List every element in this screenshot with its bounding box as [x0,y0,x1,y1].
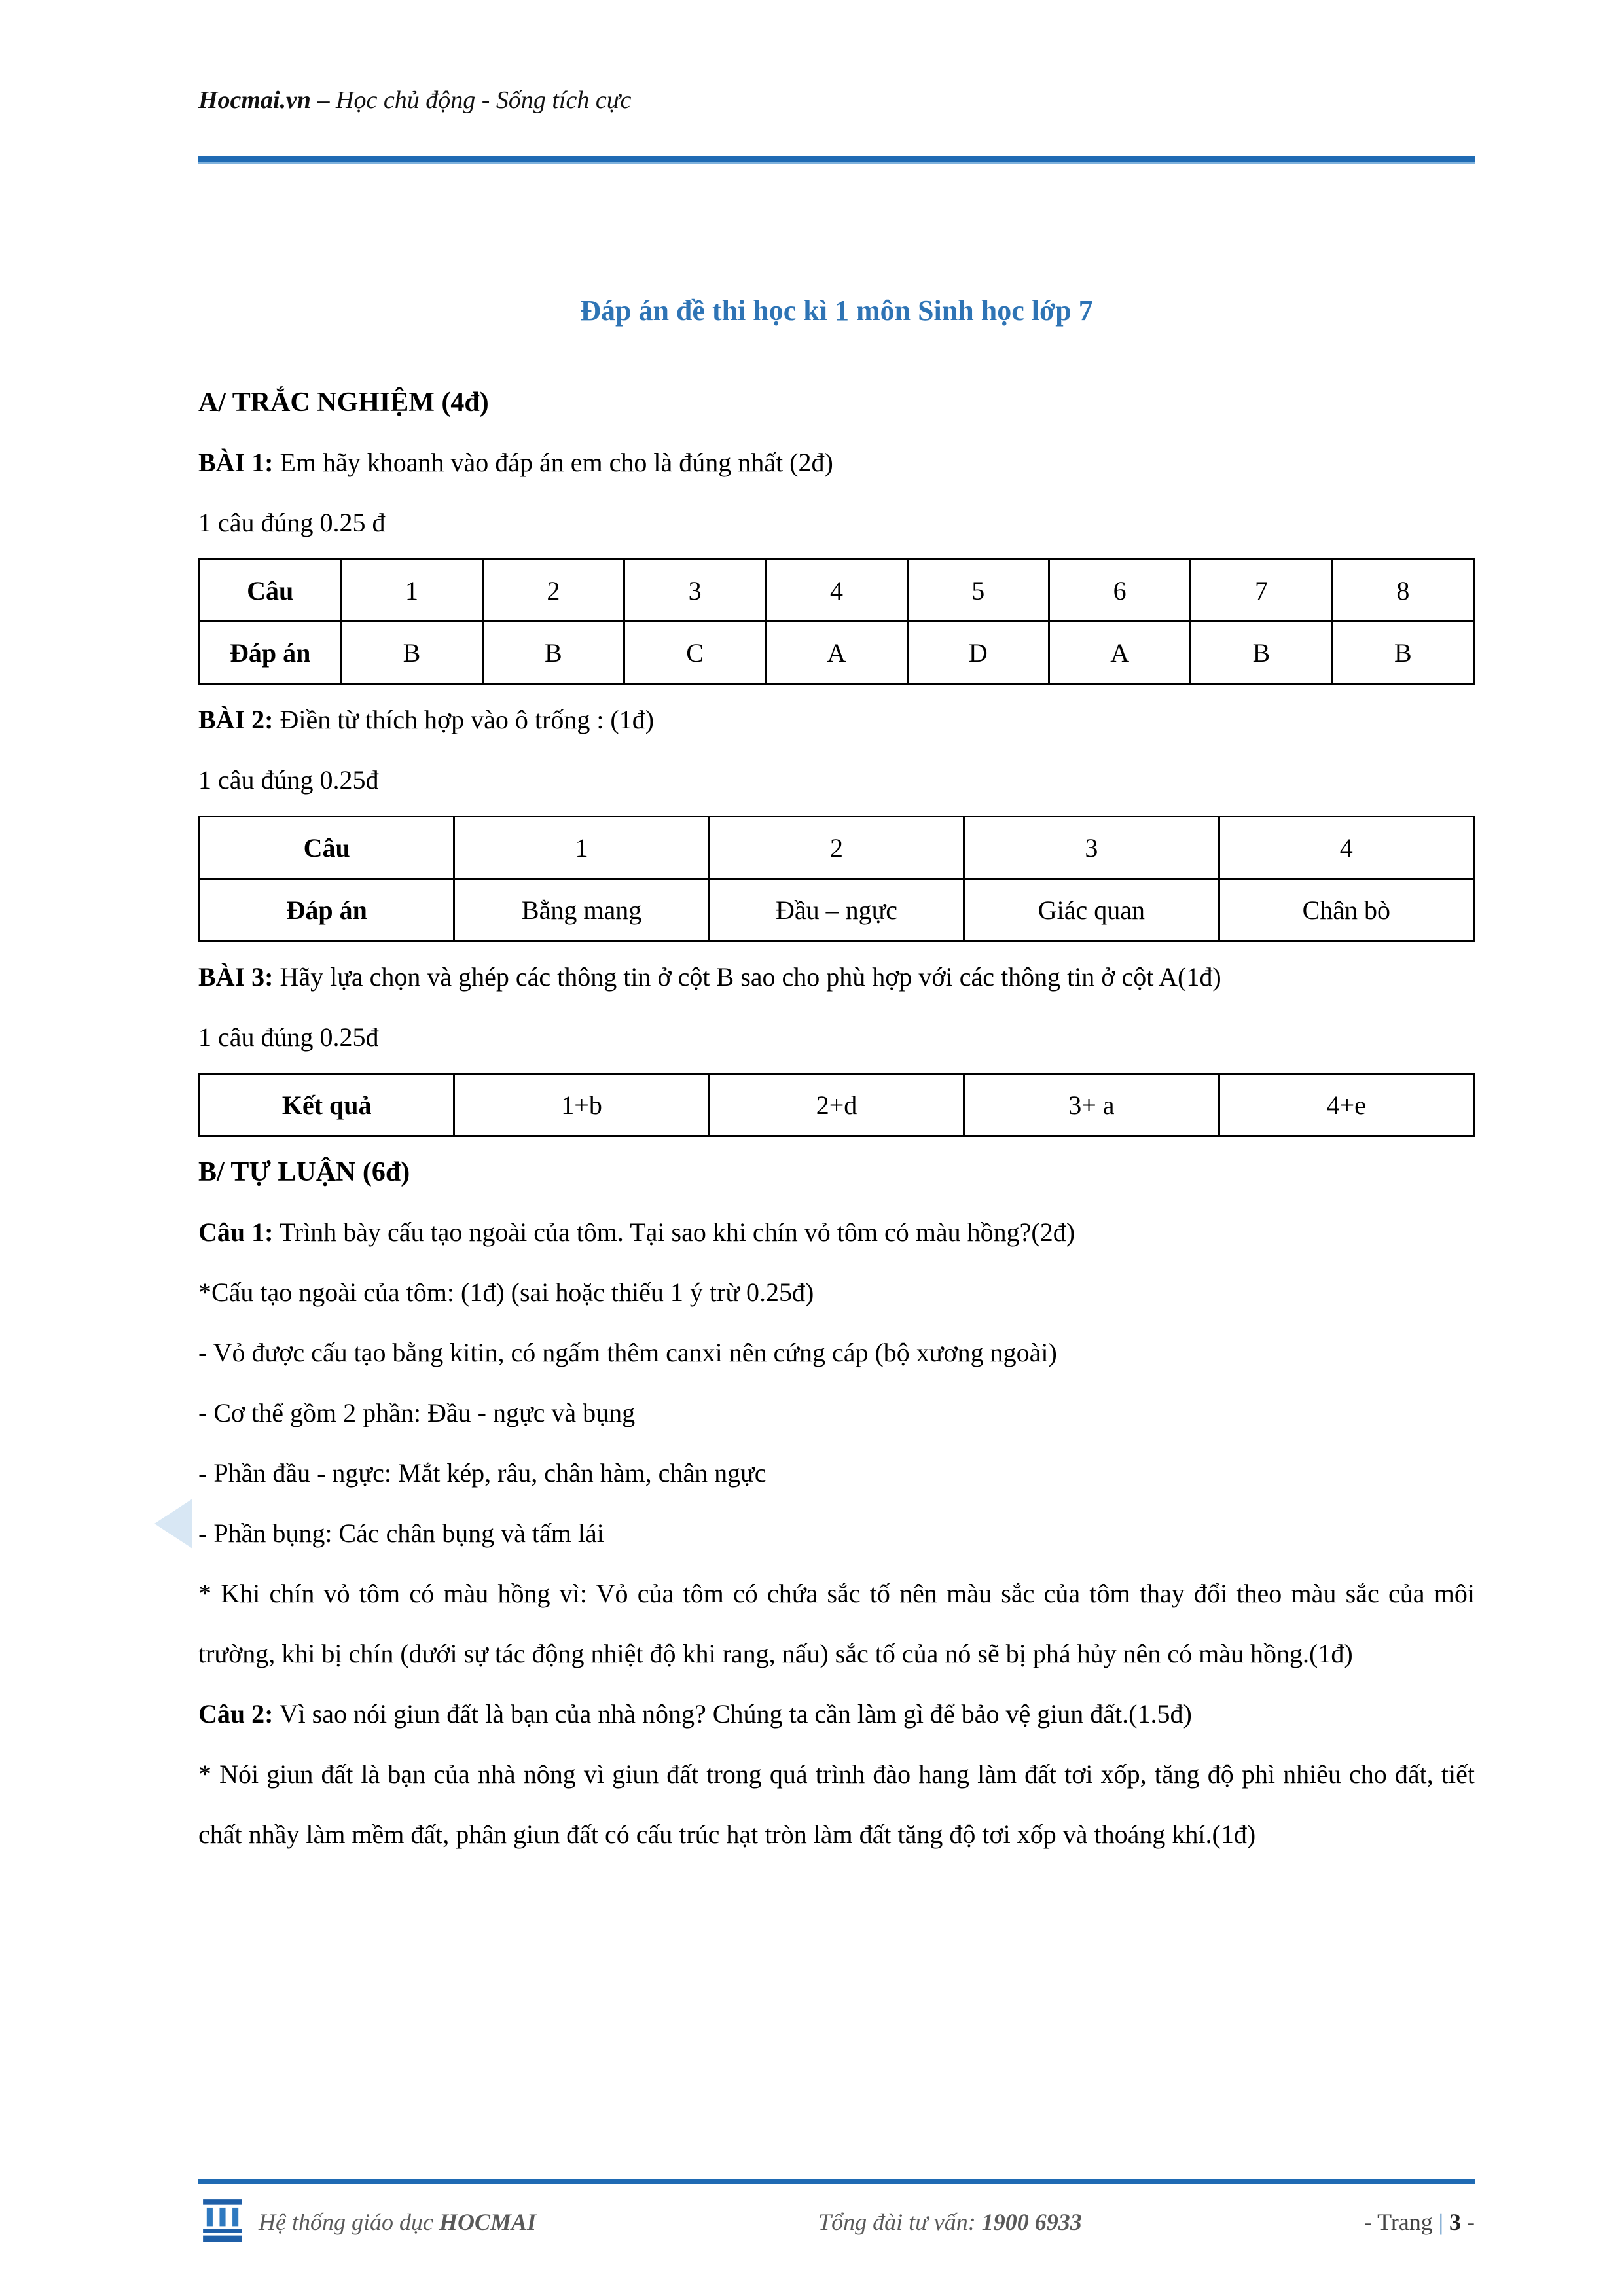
table-cell: 8 [1332,560,1473,622]
table-cell: 4 [1219,817,1473,879]
bai1-note: 1 câu đúng 0.25 đ [198,508,386,537]
section-a-heading: A/ TRẮC NGHIỆM (4đ) [198,387,489,418]
table-cell: Đáp án [200,879,454,941]
footer-org-text [259,2208,536,2236]
cau1-answer-line: - Cơ thể gồm 2 phần: Đầu - ngực và bụng [198,1398,636,1427]
cau1-label: Câu 1: [198,1217,274,1247]
footer-hotline-number: 1900 6933 [981,2209,1082,2235]
footer-org-name: HOCMAI [439,2209,537,2235]
table-cell: B [1332,622,1473,684]
table-cell: A [1049,622,1190,684]
table-cell: B [341,622,482,684]
table-cell: A [766,622,907,684]
table-cell: 1+b [454,1074,709,1136]
bai1-text: Em hãy khoanh vào đáp án em cho là đúng nhất (2đ) [273,448,833,477]
table-cell: Câu [200,560,341,622]
bai3-text: Hãy lựa chọn và ghép các thông tin ở cột B sao cho phù hợp với các thông tin ở cột A(1đ) [273,962,1221,992]
table-cell: 2 [709,817,964,879]
bai3-label: BÀI 3: [198,962,274,992]
table-row [200,879,1474,941]
cau1-answer-line: - Vỏ được cấu tạo bằng kitin, có ngấm thêm canxi nên cứng cáp (bộ xương ngoài) [198,1338,1057,1367]
left-arrow-watermark-icon [154,1499,192,1549]
cau2-answer-line: * Nói giun đất là bạn của nhà nông vì giun đất trong quá trình đào hang làm đất tơi xốp, tăng độ phì nhiêu cho đất, tiết chất nhầy làm mềm đất, phân giun đất có cấu trúc hạt tròn làm đất tăng độ tơi xốp và thoáng khí.(1đ) [198,1759,1475,1849]
page-suffix: - [1461,2209,1475,2235]
table-row [200,1074,1474,1136]
table-cell: C [624,622,765,684]
table-cell: 1 [454,817,709,879]
section-b-heading: B/ TỰ LUẬN (6đ) [198,1157,410,1187]
table-cell: 7 [1191,560,1332,622]
bai2-note: 1 câu đúng 0.25đ [198,765,379,795]
bai1-label: BÀI 1: [198,448,274,477]
table-cell: 3 [964,817,1219,879]
bai1-question [198,433,1475,493]
cau2-text: Vì sao nói giun đất là bạn của nhà nông? Chúng ta cần làm gì để bảo vệ giun đất.(1.5đ) [273,1699,1192,1729]
bai3-note: 1 câu đúng 0.25đ [198,1022,379,1052]
table-cell: 5 [907,560,1049,622]
table-cell: 3 [624,560,765,622]
document-title: Đáp án đề thi học kì 1 môn Sinh học lớp 7 [580,295,1093,327]
table-cell: Chân bò [1219,879,1473,941]
brand-tagline: – Học chủ động - Sống tích cực [311,86,632,114]
table-cell: B [1191,622,1332,684]
table-row [200,560,1474,622]
footer-org [198,2201,536,2243]
table-cell: 4 [766,560,907,622]
hocmai-logo-icon [198,2195,247,2243]
table-cell: Đáp án [200,622,341,684]
page-number: 3 [1449,2209,1461,2235]
page-prefix: - Trang [1363,2209,1439,2235]
brand-name: Hocmai.vn [198,86,312,114]
cau1-answer-line: *Cấu tạo ngoài của tôm: (1đ) (sai hoặc thiếu 1 ý trừ 0.25đ) [198,1278,814,1307]
footer-rule [198,2179,1475,2184]
table-cell: 3+ a [964,1074,1219,1136]
page-bar: | [1438,2209,1449,2235]
cau2-label: Câu 2: [198,1699,274,1729]
answer-table-2 [198,816,1475,942]
table-cell: Bằng mang [454,879,709,941]
header-rule [198,156,1475,164]
answer-table-3 [198,1073,1475,1137]
footer-org-prefix: Hệ thống giáo dục [259,2209,439,2235]
footer-row [198,2201,1475,2243]
page-footer [198,2179,1475,2243]
cau1-answer-line: * Khi chín vỏ tôm có màu hồng vì: Vỏ của tôm có chứa sắc tố nên màu sắc của tôm thay đổi theo màu sắc của môi trường, khi bị chín (dưới sự tác động nhiệt độ khi rang, nấu) sắc tố của nó sẽ bị phá hủy nên có màu hồng.(1đ) [198,1579,1475,1668]
table-cell: D [907,622,1049,684]
footer-page-number [1364,2208,1475,2236]
answer-table-1 [198,558,1475,685]
table-cell: Câu [200,817,454,879]
table-cell: 1 [341,560,482,622]
running-header [198,85,1475,115]
table-cell: Đầu – ngực [709,879,964,941]
table-cell: 2 [482,560,624,622]
table-cell: 4+e [1219,1074,1473,1136]
table-cell: B [482,622,624,684]
table-cell: 6 [1049,560,1190,622]
table-cell: Kết quả [200,1074,454,1136]
cau2-question [198,1684,1475,1744]
bai2-text: Điền từ thích hợp vào ô trống : (1đ) [273,705,655,734]
cau1-answer-line: - Phần bụng: Các chân bụng và tấm lái [198,1518,604,1548]
table-row [200,817,1474,879]
bai2-label: BÀI 2: [198,705,274,734]
bai2-question [198,690,1475,750]
table-cell: 2+d [709,1074,964,1136]
table-row [200,622,1474,684]
bai3-question [198,947,1475,1007]
table-cell: Giác quan [964,879,1219,941]
cau1-question [198,1202,1475,1263]
cau1-answer-line: - Phần đầu - ngực: Mắt kép, râu, chân hàm, chân ngực [198,1458,767,1488]
footer-hotline-label: Tổng đài tư vấn: [818,2209,982,2235]
cau1-text: Trình bày cấu tạo ngoài của tôm. Tại sao khi chín vỏ tôm có màu hồng?(2đ) [273,1217,1075,1247]
footer-hotline [818,2208,1082,2236]
